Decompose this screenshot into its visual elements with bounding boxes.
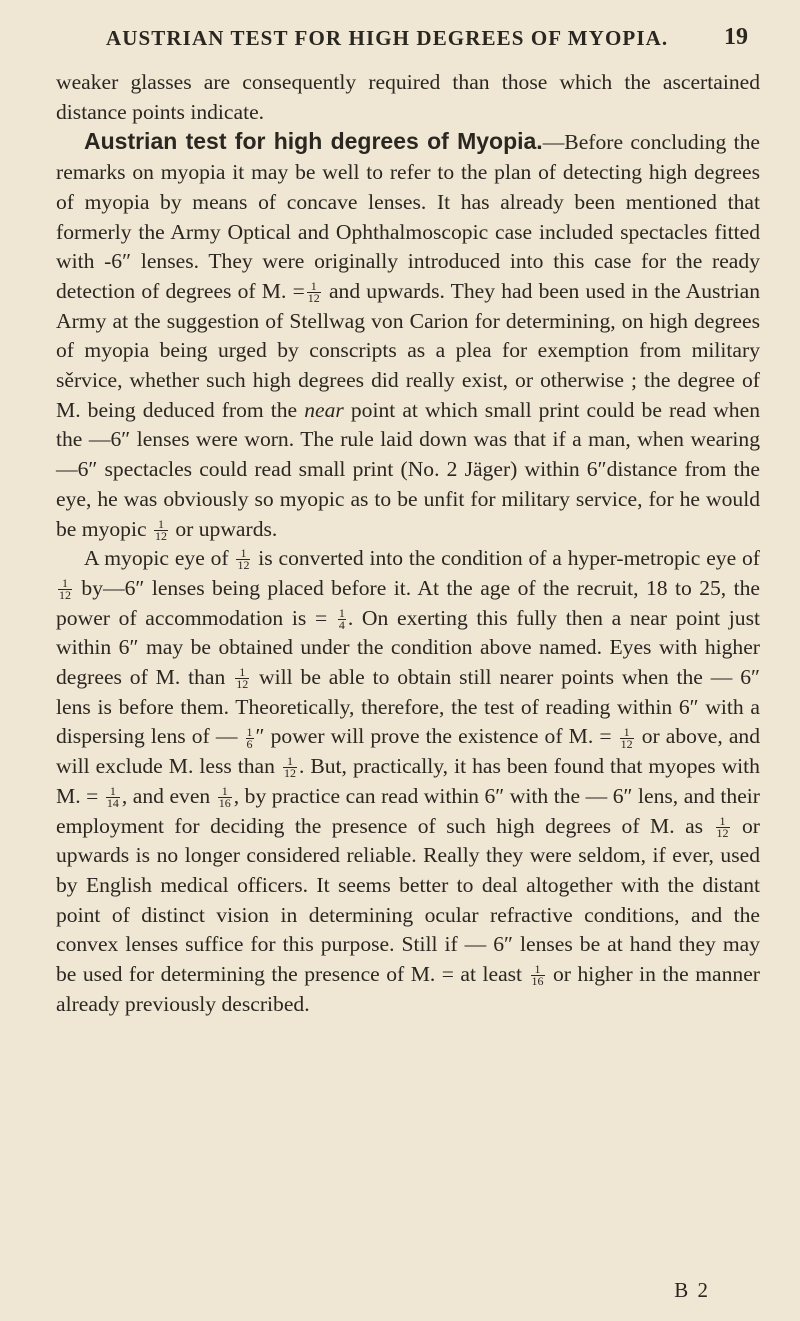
text-run: by—6″ lenses being placed before it. At the age of the recruit, 18 to 25, the power of accommodation is =	[56, 575, 760, 630]
fraction: $\frac{1}{12}$	[716, 813, 729, 840]
text-run: or above, and will exclude M. less than	[56, 724, 761, 779]
text-run: ″ power will prove the existence of M. =	[255, 724, 618, 749]
text-run: or upwards is no longer considered reliable. Really they were seldom, if ever, used by English medical officers. It seems better to deal altogether with the distant point of distinct vision in determining ocular refractive conditions, and the convex lenses suffice for this purpose. Still if — 6″ lenses be at hand they may be used for determining the presence of M. = at least	[56, 813, 760, 987]
signature-mark: B 2	[674, 1278, 710, 1302]
fraction: $\frac{1}{16}$	[531, 962, 544, 989]
paragraph-continuation: weaker glasses are consequently required than those which the ascertained distance points indicate.	[56, 70, 760, 124]
text-run: or upwards.	[169, 516, 278, 541]
fraction: $\frac{1}{12}$	[307, 279, 320, 306]
page-header	[0, 26, 800, 56]
paragraph-myopic-eye	[56, 544, 760, 1019]
fraction: $\frac{1}{12}$	[59, 576, 71, 603]
fraction: $\frac{1}{12}$	[154, 516, 167, 543]
fraction: $\frac{1}{4}$	[338, 605, 345, 632]
fraction: $\frac{1}{16}$	[218, 784, 231, 811]
italic-word: near	[304, 397, 344, 422]
fraction: $\frac{1}{14}$	[106, 784, 119, 811]
page-number: 19	[724, 24, 748, 50]
fraction: $\frac{1}{12}$	[237, 546, 250, 573]
text-run: A myopic eye of	[84, 546, 235, 571]
body-text	[56, 68, 760, 1020]
text-run: is converted into the condition of a hyper-metropic eye of	[252, 546, 760, 571]
fraction: $\frac{1}{12}$	[283, 754, 296, 781]
fraction: $\frac{1}{12}$	[620, 724, 633, 751]
text-run: , by practice can read within 6″ with the — 6″ lens, and their employment for deciding the presence of such high degrees of M. as	[56, 783, 760, 838]
text-run: point at which small print could be read when the —6″ lenses were worn. The rule laid down was that if a man, when wearing—6″ spectacles could read small print (No. 2 Jäger) within 6″distance from the eye, he was obviously so myopic as to be unfit for military service, for he would be myopic	[56, 397, 760, 541]
text-run: . On exerting this fully then a near point just within 6″ may be obtained under the condition above named. Eyes with higher degrees of M. than	[56, 605, 760, 690]
text-run: or higher in the manner already previously described.	[56, 962, 760, 1016]
text-run: will be able to obtain still nearer points when the — 6″ lens is before them. Theoretically, therefore, the test of reading within 6″ with a dispersing lens of —	[56, 665, 760, 749]
fraction: $\frac{1}{6}$	[246, 724, 253, 751]
running-title: AUSTRIAN TEST FOR HIGH DEGREES OF MYOPIA.	[106, 26, 669, 50]
text-run: —Before concluding the remarks on myopia it may be well to refer to the plan of detecting high degrees of myopia by means of concave lenses. It has already been mentioned that formerly the Army Optical and Ophthalmoscopic case included spectacles fitted with -6″ lenses. They were originally introduced into this case for the ready detection of degrees of M. =	[56, 130, 760, 303]
section-heading: Austrian test for high degrees of Myopia.	[84, 128, 543, 155]
text-run: . But, practically, it has been found that myopes with M. =	[56, 754, 760, 808]
fraction: $\frac{1}{12}$	[236, 665, 249, 692]
text-run: and upwards. They had been used in the Austrian Army at the suggestion of Stellwag von Carion for determining, on high degrees of myopia being urged by conscripts as a plea for exemption from military sěrvice, whether such high degrees did really exist, or otherwise ; the degree of M. being deduced from the	[56, 278, 761, 422]
paragraph-austrian-test	[56, 127, 760, 544]
text-run: , and even	[121, 783, 216, 808]
